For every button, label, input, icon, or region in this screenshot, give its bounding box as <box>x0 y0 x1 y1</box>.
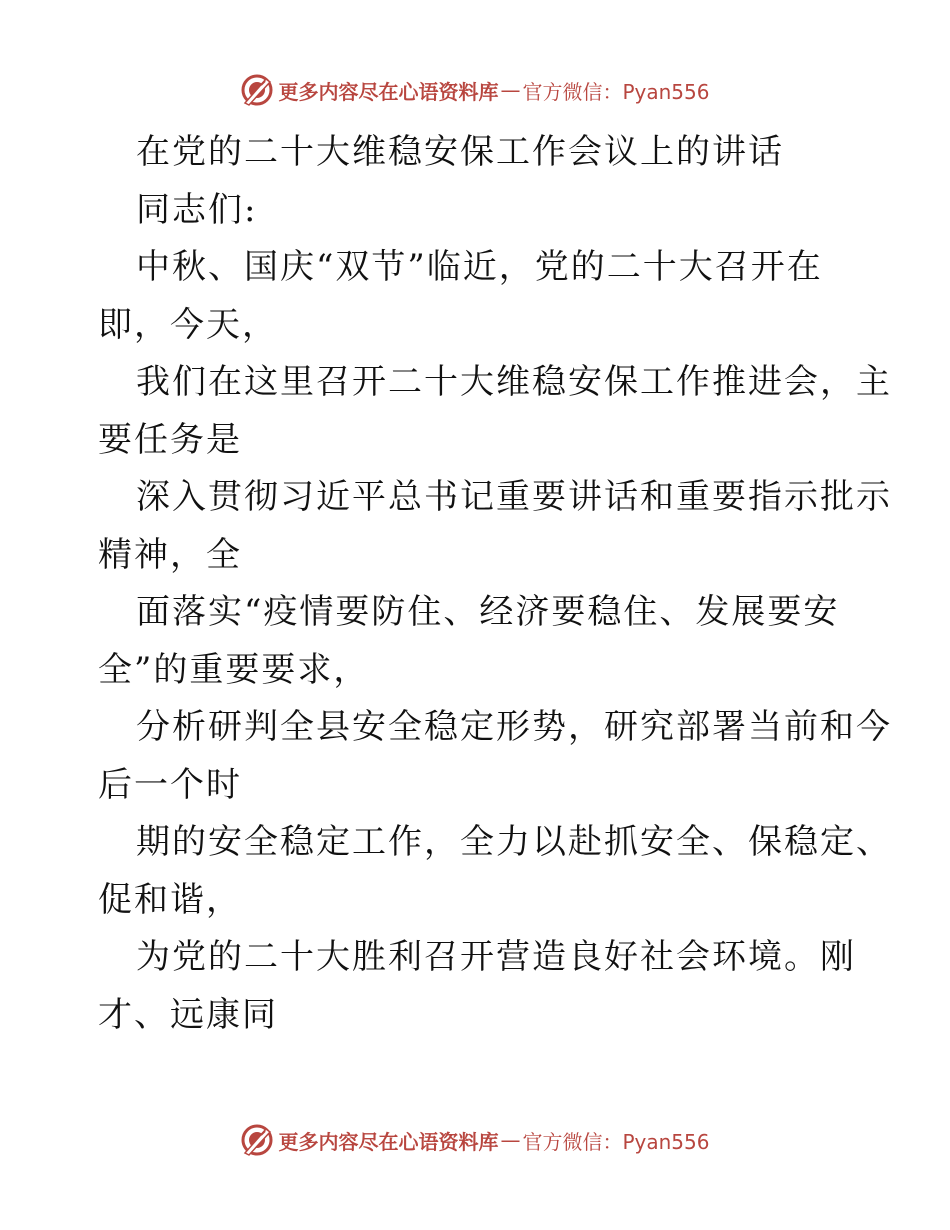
banner-brand-text: 更多内容尽在心语资料库 <box>278 79 499 104</box>
document-body <box>98 124 892 1044</box>
pen-logo-icon <box>240 73 274 107</box>
body-text-line: 为党的二十大胜利召开营造良好社会环境。刚 <box>136 937 856 977</box>
banner-dash: — <box>500 1128 521 1152</box>
body-text-line: 要任务是 <box>98 419 242 460</box>
body-text-line: 同志们: <box>136 189 258 230</box>
banner-wechat-text: 官方微信：Pyan556 <box>522 79 710 104</box>
body-text-line: 我们在这里召开二十大维稳安保工作推进会，主 <box>136 362 892 402</box>
body-text-line: 才、远康同 <box>98 994 278 1035</box>
body-text-line: 分析研判全县安全稳定形势，研究部署当前和今 <box>136 707 892 747</box>
banner-brand-text: 更多内容尽在心语资料库 <box>278 1129 499 1154</box>
body-text-line: 后一个时 <box>98 764 242 805</box>
body-text-line: 精神，全 <box>98 534 242 575</box>
banner-wechat-text: 官方微信：Pyan556 <box>522 1129 710 1154</box>
footer-banner <box>0 1120 950 1160</box>
body-text-line: 期的安全稳定工作，全力以赴抓安全、保稳定、 <box>136 822 892 862</box>
header-banner <box>0 70 950 110</box>
body-text-line: 中秋、国庆“双节”临近，党的二十大召开在 <box>136 247 823 287</box>
body-text-line: 面落实“疫情要防住、经济要稳住、发展要安 <box>136 592 840 632</box>
document-title: 在党的二十大维稳安保工作会议上的讲话 <box>136 132 784 172</box>
body-text-line: 促和谐， <box>98 879 242 920</box>
body-text-line: 深入贯彻习近平总书记重要讲话和重要指示批示 <box>136 477 892 517</box>
pen-logo-icon <box>240 1123 274 1157</box>
body-text-line: 全”的重要要求， <box>98 649 370 690</box>
body-text-line: 即，今天， <box>98 304 278 345</box>
banner-dash: — <box>500 78 521 102</box>
